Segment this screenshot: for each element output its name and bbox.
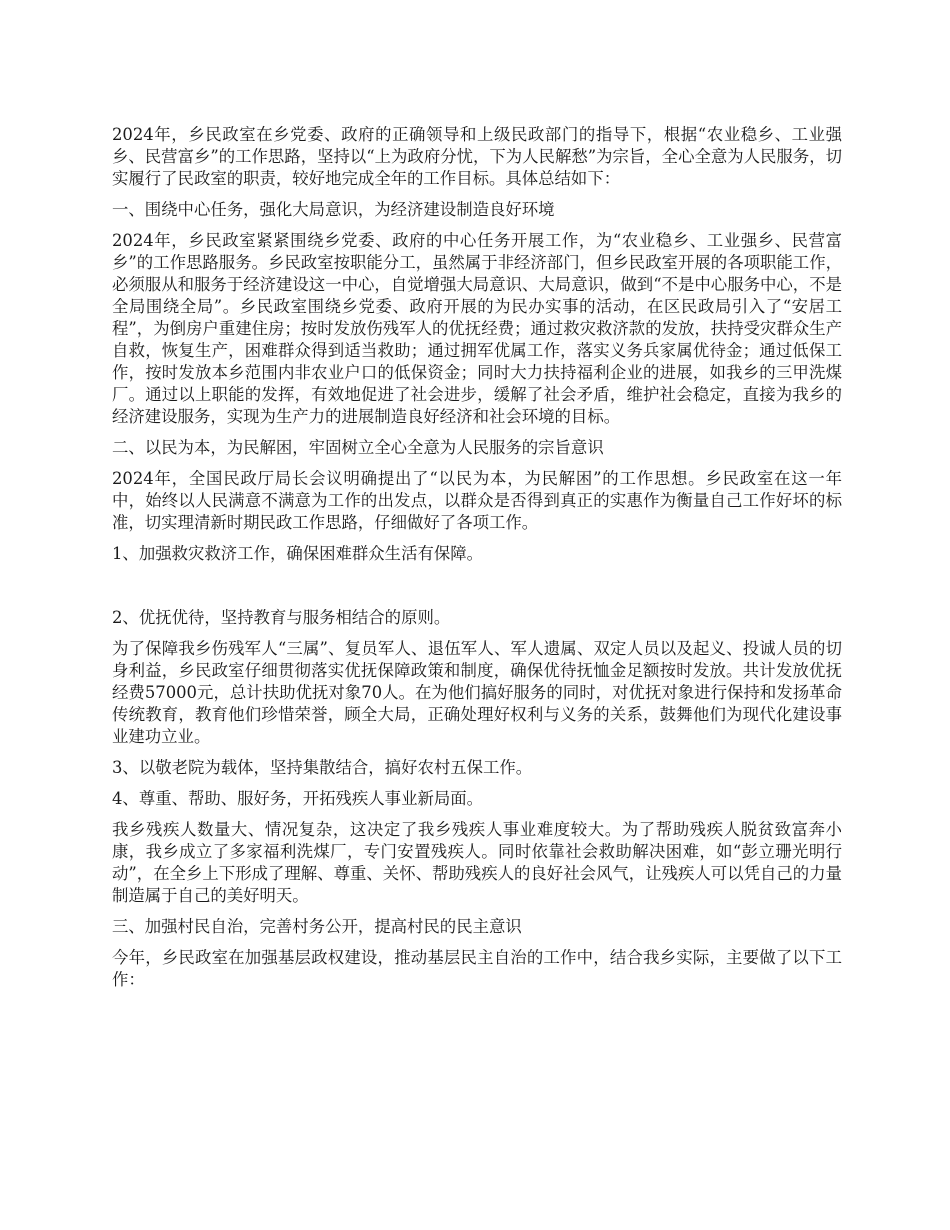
item-2-heading: 2、优抚优待，坚持教育与服务相结合的原则。 xyxy=(112,608,451,627)
intro-paragraph: 2024年，乡民政室在乡党委、政府的正确领导和上级民政部门的指导下，根据“农业稳乡、工业强乡、民营富乡”的工作思路，坚持以“上为政府分忧，下为人民解愁”为宗旨，全心全意为人民服务，切实履行了民政室的职责，较好地完成全年的工作目标。具体总结如下： xyxy=(112,125,842,188)
item-4-heading: 4、尊重、帮助、服好务，开拓残疾人事业新局面。 xyxy=(112,789,484,808)
section-2-body: 2024年，全国民政厅局长会议明确提出了“以民为本，为民解困”的工作思想。乡民政室在这一年中，始终以人民满意不满意为工作的出发点，以群众是否得到真正的实惠作为衡量自己工作好坏的标准，切实理清新时期民政工作思路，仔细做好了各项工作。 xyxy=(112,469,842,532)
section-3-body: 今年，乡民政室在加强基层政权建设，推动基层民主自治的工作中，结合我乡实际，主要做了以下工作： xyxy=(112,948,842,989)
section-3-heading: 三、加强村民自治，完善村务公开，提高村民的民主意识 xyxy=(112,917,522,936)
section-1-heading: 一、围绕中心任务，强化大局意识，为经济建设制造良好环境 xyxy=(112,200,555,219)
section-1-body: 2024年，乡民政室紧紧围绕乡党委、政府的中心任务开展工作，为“农业稳乡、工业强乡、民营富乡”的工作思路服务。乡民政室按职能分工，虽然属于非经济部门，但乡民政室开展的各项职能工作，必须服从和服务于经济建设这一中心，自觉增强大局意识、大局意识，做到“不是中心服务中心，不是全局围绕全局”。乡民政室围绕乡党委、政府开展的为民办实事的活动，在区民政局引入了“安居工程”，为倒房户重建住房；按时发放伤残军人的优抚经费；通过救灾救济款的发放，扶持受灾群众生产自救，恢复生产，困难群众得到适当救助；通过拥军优属工作，落实义务兵家属优待金；通过低保工作，按时发放本乡范围内非农业户口的低保资金；同时大力扶持福利企业的进展，如我乡的三甲洗煤厂。通过以上职能的发挥，有效地促进了社会进步，缓解了社会矛盾，维护社会稳定，直接为我乡的经济建设服务，实现为生产力的进展制造良好经济和社会环境的目标。 xyxy=(112,231,842,426)
item-1-heading: 1、加强救灾救济工作，确保困难群众生活有保障。 xyxy=(112,544,484,563)
section-2-heading: 二、以民为本，为民解困，牢固树立全心全意为人民服务的宗旨意识 xyxy=(112,438,604,457)
item-2-body: 为了保障我乡伤残军人“三属”、复员军人、退伍军人、军人遗属、双定人员以及起义、投诚人员的切身利益，乡民政室仔细贯彻落实优抚保障政策和制度，确保优待抚恤金足额按时发放。共计发放优抚经费57000元，总计扶助优抚对象70人。在为他们搞好服务的同时，对优抚对象进行保持和发扬革命传统教育，教育他们珍惜荣誉，顾全大局，正确处理好权利与义务的关系，鼓舞他们为现代化建设事业建功立业。 xyxy=(112,639,842,746)
item-3-heading: 3、以敬老院为载体，坚持集散结合，搞好农村五保工作。 xyxy=(112,758,533,777)
document-body xyxy=(112,124,842,1000)
item-4-body: 我乡残疾人数量大、情况复杂，这决定了我乡残疾人事业难度较大。为了帮助残疾人脱贫致富奔小康，我乡成立了多家福利洗煤厂，专门安置残疾人。同时依靠社会救助解决困难，如“彭立珊光明行动”，在全乡上下形成了理解、尊重、关怀、帮助残疾人的良好社会风气，让残疾人可以凭自己的力量制造属于自己的美好明天。 xyxy=(112,820,842,905)
